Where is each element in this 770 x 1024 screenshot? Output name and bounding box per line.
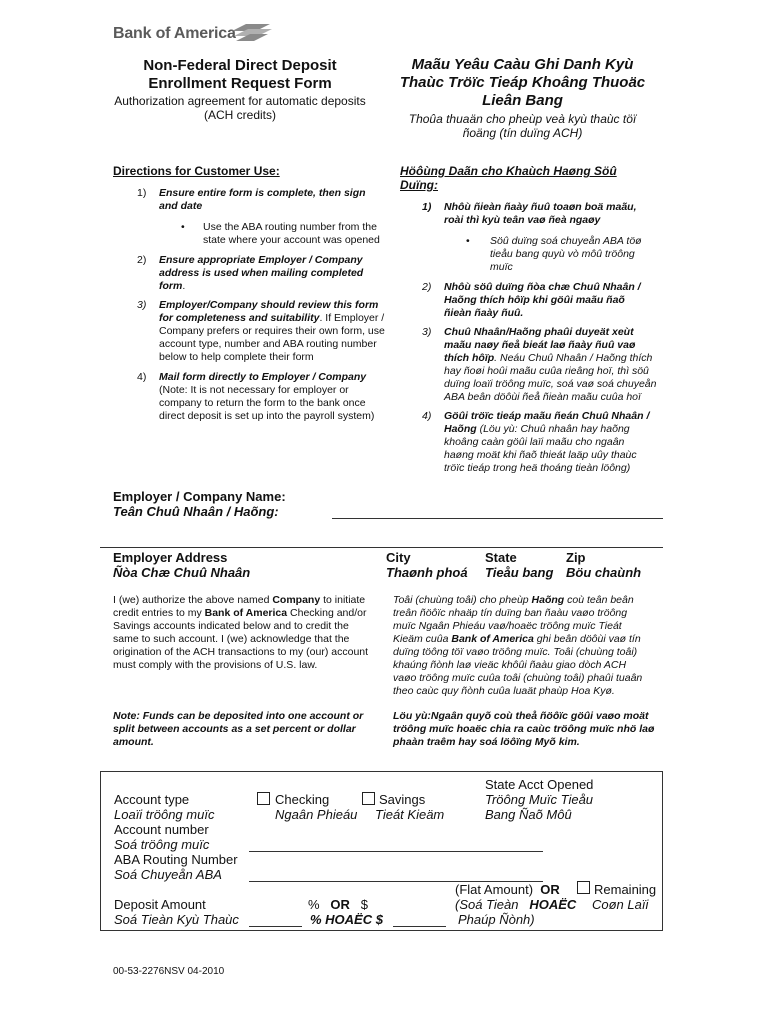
title-vi-sub1: Thoûa thuaän cho pheùp veà kyù thaùc töï [408, 112, 637, 126]
account-number-field[interactable] [249, 851, 543, 852]
address-top-line [100, 547, 663, 548]
state-acct-opened: State Acct Opened Tröông Muïc Tieåu Bang Ñaõ Môû [485, 777, 594, 822]
title-en-line1: Non-Federal Direct Deposit [143, 57, 337, 74]
authorization-vi: Toâi (chuùng toâi) cho pheùp Haõng coù teân beân treân ñöôïc nhaäp tín duïng ban ñaàu vaøo tröông muïc Ngaân Phieáu vaø/hoaëc tröông muïc Tieát Kieäm cuûa Bank of America ghi beân döôùi vaø tín duïng töông töï vaøo tröông muïc. Toâi (chuùng toâi) khaúng ñònh laø vieäc khôûi ñaàu giao dòch ACH vaøo tröông muïc cuûa toâi (chuùng toâi) phaûi tuaân theo caùc quy ñònh cuûa luaät phaùp Hoa Kyø. [393, 594, 643, 697]
state-label: State Tieåu bang [485, 550, 554, 580]
city-label: City Thaønh phoá [386, 550, 468, 580]
percent-field[interactable] [249, 926, 302, 927]
directions-en-item-4: 4) Mail form directly to Employer / Company (Note: It is not necessary for employer or company to return the form to the bank once direct deposit is set up into the payroll system) [137, 371, 375, 422]
title-vi-line1: Maãu Yeâu Caàu Ghi Danh Kyù [411, 56, 634, 73]
directions-vi-item-2: 2) Nhôù söû duïng ñòa chæ Chuû Nhaân / Haõng thích hôïp khi göûi maãu ñaõ ñieàn ñaày ñuû. [422, 281, 641, 319]
directions-en-item-3: 3) Employer/Company should review this form for completeness and suitability. If Employer / Company prefers or requires their own form, use account type, number and ABA routing number below to help complete their form [137, 299, 385, 363]
note-en: Note: Funds can be deposited into one account or split between accounts as a set percent or dollar amount. [113, 710, 364, 748]
account-number-label: Account number Soá tröông muïc [114, 822, 210, 852]
title-vi-line2: Thaùc Tröïc Tieáp Khoâng Thuoäc [399, 74, 646, 91]
logo-text: Bank of America [113, 25, 236, 42]
flat-amount-label: (Flat Amount) OR (Soá Tieàn HOAËC Phaúp Ñònh) [455, 882, 577, 927]
employer-address-label: Employer Address Ñòa Chæ Chuû Nhaân [113, 550, 251, 580]
employer-name-label-en: Employer / Company Name: [113, 489, 286, 504]
zip-label: Zip Böu chaùnh [566, 550, 642, 580]
bank-logo [113, 22, 273, 48]
title-en [100, 57, 380, 122]
checking-checkbox[interactable] [257, 792, 270, 805]
directions-vi-item-3: 3) Chuû Nhaân/Haõng phaûi duyeät xeùt maãu naøy ñeå bieát laø ñaày ñuû vaø thích hôïp. Neáu Chuû Nhaân / Haõng thích hay ñoøi hoûi maãu cuûa rieâng hoï, thì söû duïng loaïi tröông muïc, soá vaø soá chuyeån ABA beân döôùi ñeå ñieàn maãu cuûa hoï [422, 326, 657, 403]
title-en-line2: Enrollment Request Form [148, 75, 332, 92]
directions-vi-item-1: 1) Nhôù ñieàn ñaày ñuû toaøn boä maãu, roài thì kyù teân vaø ñeà ngaøy [422, 201, 637, 226]
directions-en-item-1: 1) Ensure entire form is complete, then sign and date [137, 187, 366, 212]
directions-en-item-2: 2) Ensure appropriate Employer / Company address is used when mailing completed form. [137, 254, 364, 292]
title-vi-sub2: ñoäng (tín duïng ACH) [462, 126, 583, 140]
dollar-field[interactable] [393, 926, 446, 927]
form-code: 00-53-2276NSV 04-2010 [113, 966, 225, 977]
directions-vi-bullet: • Söû duïng soá chuyeån ABA töø tieåu bang quyù vò môû tröông muïc [466, 235, 642, 273]
title-vi-line3: Lieân Bang [482, 92, 563, 109]
note-vi: Löu yù:Ngaân quyõ coù theå ñöôïc göûi vaøo moät tröông muïc hoaëc chia ra caùc tröông muïc nhö laø phaàn traêm hay soá löôïng Myõ kim. [393, 710, 655, 748]
bullet-dot-icon: • [181, 221, 185, 233]
flag-logo-icon [230, 22, 272, 44]
employer-name-label [113, 489, 286, 519]
savings-label: Savings Tieát Kieäm [375, 792, 445, 822]
title-vi [385, 56, 660, 140]
employer-name-field[interactable] [332, 518, 663, 519]
remaining-checkbox[interactable] [577, 881, 590, 894]
directions-en-bullet: • Use the ABA routing number from the state where your account was opened [181, 221, 380, 246]
directions-en-heading: Directions for Customer Use: [113, 164, 280, 178]
percent-or-dollar-label: % OR $ % HOAËC $ [308, 897, 383, 927]
checking-label: Checking Ngaân Phieáu [275, 792, 358, 822]
savings-checkbox[interactable] [362, 792, 375, 805]
account-type-label: Account type Loaïi tröông muïc [114, 792, 215, 822]
deposit-amount-label: Deposit Amount Soá Tieàn Kyù Thaùc [114, 897, 239, 927]
bullet-dot-icon: • [466, 235, 470, 247]
aba-routing-label: ABA Routing Number Soá Chuyeån ABA [114, 852, 238, 882]
employer-name-label-vi: Teân Chuû Nhaân / Haõng: [113, 504, 279, 519]
authorization-en: I (we) authorize the above named Company to initiate credit entries to my Bank of America Checking and/or Savings accounts indicated below and to credit the same to such account. I (we) acknowledge that the origination of the ACH transactions to my (our) account must comply with the provisions of U.S. law. [113, 594, 369, 671]
directions-vi-item-4: 4) Göûi tröïc tieáp maãu ñeán Chuû Nhaân / Haõng (Löu yù: Chuû nhaân hay haõng khoâng caàn göûi laïi maãu cho ngaân haøng moät khi ñaõ thieát laäp uûy thaùc tröïc tieáp trong heä thoáng tieàn löông) [422, 410, 650, 474]
title-en-sub2: (ACH credits) [203, 108, 276, 122]
directions-vi-heading: Höôùng Daãn cho Khaùch Haøng Söû Duïng: [400, 164, 617, 192]
title-en-sub1: Authorization agreement for automatic deposits [114, 94, 366, 108]
remaining-label: Remaining Coøn Laïi [592, 882, 657, 912]
